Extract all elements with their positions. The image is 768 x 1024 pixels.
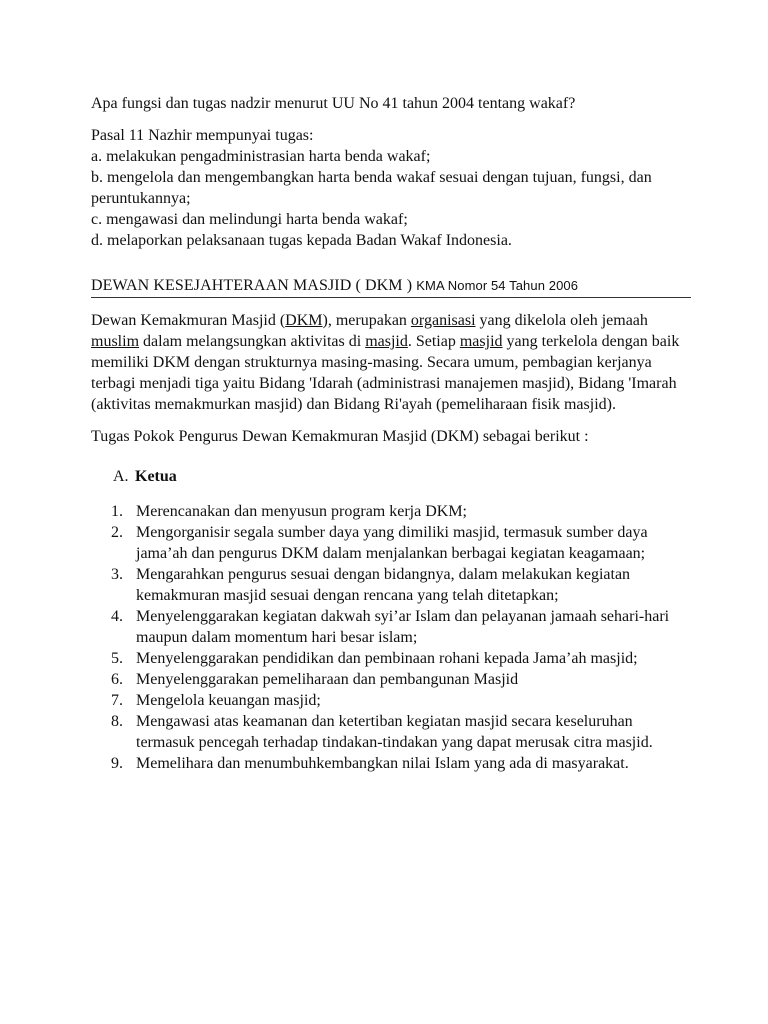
pasal-item-d: d. melaporkan pelaksanaan tugas kepada Badan Wakaf Indonesia.: [91, 232, 512, 249]
list-item-number: 4.: [111, 608, 123, 625]
document-page: [91, 93, 691, 774]
list-item-text: Mengarahkan pengurus sesuai dengan bidangnya, dalam melakukan kegiatan kemakmuran masjid sesuai dengan rencana yang telah ditetapkan;: [136, 566, 631, 604]
list-item-text: Mengawasi atas keamanan dan ketertiban kegiatan masjid secara keseluruhan termasuk pencegah terhadap tindakan-tindakan yang dapat merusak citra masjid.: [136, 713, 653, 751]
paragraph-text: Dewan Kemakmuran Masjid (: [91, 312, 286, 329]
section-heading: [91, 275, 691, 298]
list-item-number: 3.: [111, 566, 123, 583]
list-item: [111, 669, 691, 690]
task-list: [91, 501, 691, 774]
masjid-link-2[interactable]: masjid: [459, 333, 503, 350]
list-item: [111, 522, 691, 564]
section-a-marker: A.: [113, 468, 129, 485]
muslim-link[interactable]: muslim: [91, 333, 140, 350]
list-item: [111, 690, 691, 711]
organisasi-link[interactable]: organisasi: [410, 312, 476, 329]
heading-main: DEWAN KESEJAHTERAAN MASJID ( DKM ): [91, 277, 413, 294]
list-item-text: Menyelenggarakan kegiatan dakwah syi’ar Islam dan pelayanan jamaah sehari-hari maupun dalam momentum hari besar islam;: [136, 608, 670, 646]
section-a-heading: [91, 466, 691, 487]
list-item-number: 6.: [111, 671, 123, 688]
list-item-number: 1.: [111, 503, 123, 520]
list-item-number: 9.: [111, 755, 123, 772]
pasal-block: [91, 125, 691, 251]
question-text: Apa fungsi dan tugas nadzir menurut UU No 41 tahun 2004 tentang wakaf?: [91, 95, 576, 112]
pasal-item-a: a. melakukan pengadministrasian harta benda wakaf;: [91, 148, 431, 165]
list-item-number: 5.: [111, 650, 123, 667]
list-item: [111, 564, 691, 606]
list-item-number: 8.: [111, 713, 123, 730]
list-item: [111, 753, 691, 774]
list-item-number: 7.: [111, 692, 123, 709]
paragraph-text: dalam melangsungkan aktivitas di: [139, 333, 366, 350]
list-item-text: Menyelenggarakan pemeliharaan dan pembangunan Masjid: [136, 671, 519, 688]
paragraph-text: yang terkelola dengan baik memiliki DKM dengan strukturnya masing-masing. Secara umum, pembagian kerjanya terbagi menjadi tiga yaitu Bidang 'Idarah (administrasi manajemen masjid), Bidang 'Imarah (aktivitas memakmurkan masjid) dan Bidang Ri'ayah (pemeliharaan fisik masjid).: [91, 333, 680, 413]
paragraph-text: yang dikelola oleh jemaah: [475, 312, 648, 329]
dkm-paragraph: [91, 310, 691, 415]
tasks-intro: Tugas Pokok Pengurus Dewan Kemakmuran Masjid (DKM) sebagai berikut :: [91, 428, 589, 445]
list-item: [111, 711, 691, 753]
paragraph-text: ), merupakan: [322, 312, 411, 329]
dkm-link[interactable]: DKM: [285, 312, 323, 329]
list-item-text: Memelihara dan menumbuhkembangkan nilai Islam yang ada di masyarakat.: [136, 755, 629, 772]
list-item: [111, 648, 691, 669]
list-item-number: 2.: [111, 524, 123, 541]
heading-sub: KMA Nomor 54 Tahun 2006: [416, 278, 579, 293]
list-item-text: Merencanakan dan menyusun program kerja DKM;: [136, 503, 467, 520]
masjid-link[interactable]: masjid: [365, 333, 408, 350]
list-item: [111, 606, 691, 648]
list-item-text: Mengelola keuangan masjid;: [136, 692, 321, 709]
paragraph-text: . Setiap: [407, 333, 460, 350]
pasal-item-c: c. mengawasi dan melindungi harta benda wakaf;: [91, 211, 408, 228]
pasal-item-b: b. mengelola dan mengembangkan harta benda wakaf sesuai dengan tujuan, fungsi, dan peruntukannya;: [91, 169, 652, 207]
pasal-title: Pasal 11 Nazhir mempunyai tugas:: [91, 127, 314, 144]
list-item-text: Mengorganisir segala sumber daya yang dimiliki masjid, termasuk sumber daya jama’ah dan pengurus DKM dalam menjalankan berbagai kegiatan keagamaan;: [136, 524, 648, 562]
list-item: [111, 501, 691, 522]
section-a-title: Ketua: [135, 468, 177, 485]
list-item-text: Menyelenggarakan pendidikan dan pembinaan rohani kepada Jama’ah masjid;: [136, 650, 638, 667]
